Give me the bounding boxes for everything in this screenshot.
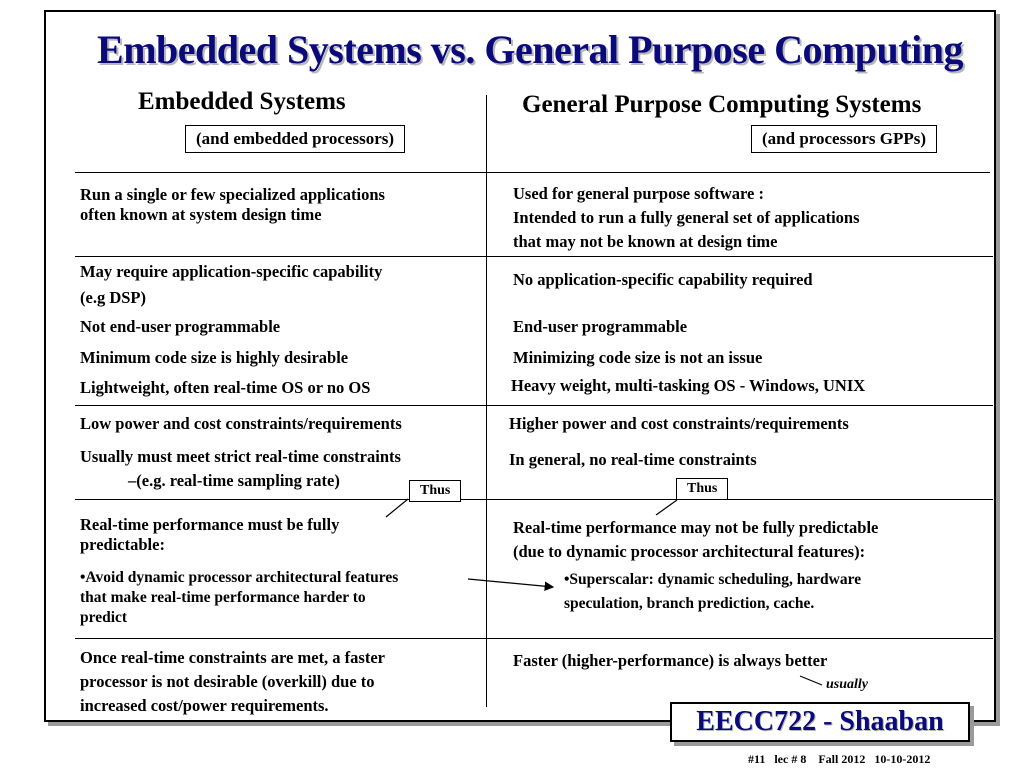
row2-right: No application-specific capability required bbox=[513, 270, 813, 289]
course-badge: EECC722 - Shaaban bbox=[670, 702, 970, 742]
slide-footer: #11 lec # 8 Fall 2012 10-10-2012 bbox=[748, 752, 931, 766]
row6-left: Low power and cost constraints/requirements bbox=[80, 414, 402, 433]
text-line: that make real-time performance harder to bbox=[80, 589, 366, 606]
slide-title: Embedded Systems vs. General Purpose Computing bbox=[97, 27, 963, 72]
text-line: predictable: bbox=[80, 535, 165, 554]
row3-left: Not end-user programmable bbox=[80, 317, 281, 336]
thus-label-left: Thus bbox=[409, 480, 461, 502]
text-line: increased cost/power requirements. bbox=[80, 696, 329, 715]
thus-label-right: Thus bbox=[676, 478, 728, 500]
left-column-subheader: (and embedded processors) bbox=[185, 125, 405, 153]
usually-pointer bbox=[800, 676, 822, 685]
right-column-subheader: (and processors GPPs) bbox=[751, 125, 937, 153]
left-column-header: Embedded Systems bbox=[138, 88, 346, 115]
usually-annotation: usually bbox=[826, 677, 869, 692]
thus-right-pointer bbox=[656, 500, 677, 515]
text-line: speculation, branch prediction, cache. bbox=[564, 595, 815, 612]
row7-right: In general, no real-time constraints bbox=[509, 450, 757, 469]
row4-left: Minimum code size is highly desirable bbox=[80, 348, 349, 367]
row3-right: End-user programmable bbox=[513, 317, 688, 336]
text-line: •Superscalar: dynamic scheduling, hardware bbox=[564, 571, 862, 588]
thus-left-pointer bbox=[386, 499, 408, 517]
right-column-header: General Purpose Computing Systems bbox=[522, 91, 922, 118]
row5-right: Heavy weight, multi-tasking OS - Windows, UNIX bbox=[511, 376, 866, 395]
text-line: –(e.g. real-time sampling rate) bbox=[128, 471, 340, 490]
text-line: •Avoid dynamic processor architectural features bbox=[80, 569, 399, 586]
text-line: May require application-specific capability bbox=[80, 262, 383, 281]
row4-right: Minimizing code size is not an issue bbox=[513, 348, 763, 367]
text-line: often known at system design time bbox=[80, 205, 322, 224]
text-line: Once real-time constraints are met, a faster bbox=[80, 648, 385, 667]
text-line: Real-time performance must be fully bbox=[80, 515, 340, 534]
bullet-arrow bbox=[468, 579, 553, 587]
text-line: (due to dynamic processor architectural features): bbox=[513, 542, 866, 561]
text-line: Run a single or few specialized applications bbox=[80, 185, 385, 204]
text-line: Intended to run a fully general set of applications bbox=[513, 208, 860, 227]
text-line: Used for general purpose software : bbox=[513, 184, 764, 203]
text-line: processor is not desirable (overkill) due to bbox=[80, 672, 375, 691]
text-line: (e.g DSP) bbox=[80, 288, 146, 307]
row6-right: Higher power and cost constraints/requirements bbox=[509, 414, 849, 433]
text-line: Usually must meet strict real-time constraints bbox=[80, 447, 401, 466]
text-line: that may not be known at design time bbox=[513, 232, 778, 251]
text-line: Real-time performance may not be fully predictable bbox=[513, 518, 879, 537]
row5-left: Lightweight, often real-time OS or no OS bbox=[80, 378, 371, 397]
text-line: predict bbox=[80, 609, 128, 626]
row9-right: Faster (higher-performance) is always better bbox=[513, 651, 828, 670]
